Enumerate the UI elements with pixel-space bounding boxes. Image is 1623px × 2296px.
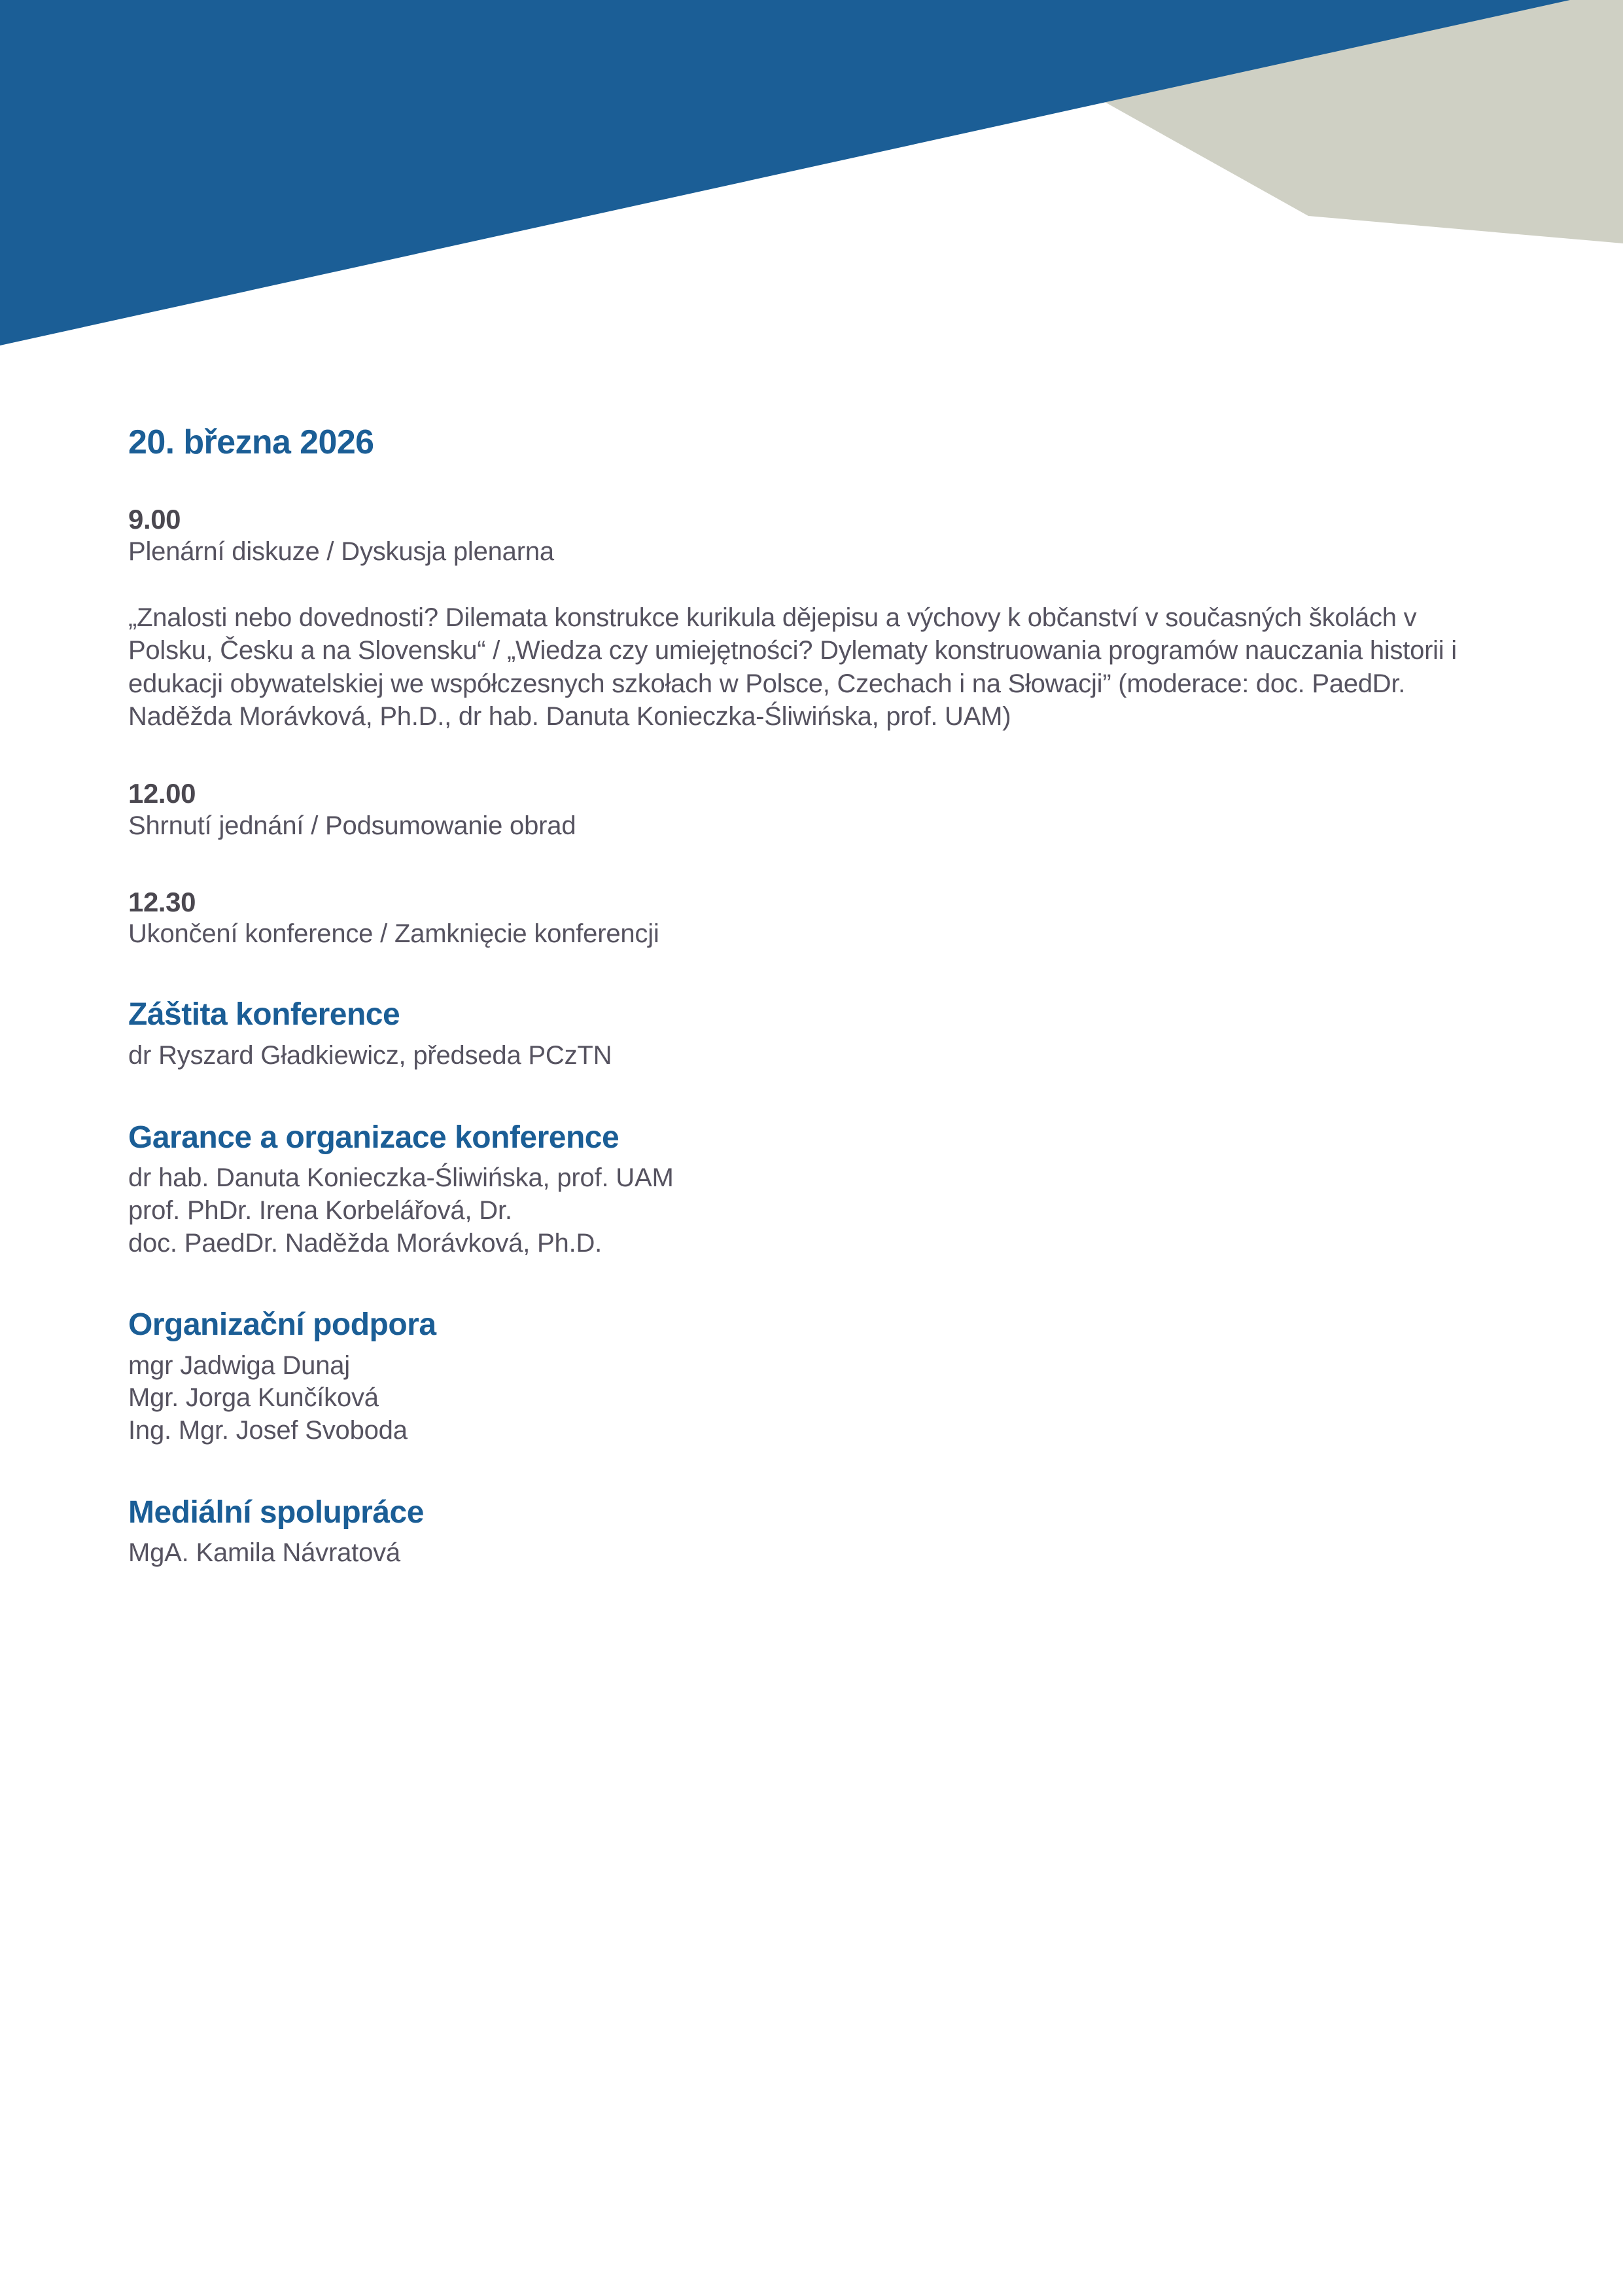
person-name: prof. PhDr. Irena Korbelářová, Dr.	[128, 1195, 512, 1225]
session-time: 12.00	[128, 778, 196, 809]
session-block	[128, 777, 1502, 841]
spacer	[128, 1072, 1502, 1120]
section-medialni-spoluprace	[128, 1494, 1502, 1570]
session-details: „Znalosti nebo dovednosti? Dilemata konstrukce kurikula dějepisu a výchovy k občanství v současných školách v Polsku, Česku a na Slovensku“ / „Wiedza czy umiejętności? Dylematy konstruowania programów nauczania historii i edukacji obywatelskiej we współczesnych szkołach w Polsce, Czechach i na Słowacji” (moderace: doc. PaedDr. Naděžda Morávková, Ph.D., dr hab. Danuta Konieczka-Śliwińska, prof. UAM)	[128, 603, 1457, 731]
person-name: mgr Jadwiga Dunaj	[128, 1351, 350, 1380]
page-title: 20. března 2026	[128, 423, 374, 461]
section-heading: Organizační podpora	[128, 1307, 436, 1343]
section-organizacni-podpora	[128, 1307, 1502, 1447]
spacer	[128, 841, 1502, 886]
person-name: Mgr. Jorga Kunčíková	[128, 1383, 379, 1413]
session-title: Plenární diskuze / Dyskusja plenarna	[128, 537, 554, 566]
section-zastita-konference	[128, 997, 1502, 1072]
session-title: Ukončení konference / Zamknięcie konferencji	[128, 919, 659, 949]
person-name: Ing. Mgr. Josef Svoboda	[128, 1415, 408, 1445]
session-block	[128, 503, 1502, 567]
person-name: dr hab. Danuta Konieczka-Śliwińska, prof. UAM	[128, 1163, 674, 1193]
session-time: 12.30	[128, 886, 196, 917]
program-content	[128, 424, 1502, 1570]
spacer	[128, 1447, 1502, 1494]
person-name: MgA. Kamila Návratová	[128, 1538, 400, 1568]
banner-shapes	[0, 0, 1623, 366]
page-header-banner	[0, 0, 1623, 366]
session-block	[128, 886, 1502, 950]
session-time: 9.00	[128, 504, 181, 535]
section-heading: Záštita konference	[128, 997, 400, 1033]
section-heading: Mediální spolupráce	[128, 1494, 424, 1530]
section-garance-a-organizace	[128, 1120, 1502, 1260]
session-title: Shrnutí jednání / Podsumowanie obrad	[128, 811, 576, 840]
spacer	[128, 733, 1502, 777]
spacer	[128, 949, 1502, 997]
spacer	[128, 1260, 1502, 1307]
person-name: dr Ryszard Gładkiewicz, předseda PCzTN	[128, 1041, 612, 1070]
person-name: doc. PaedDr. Naděžda Morávková, Ph.D.	[128, 1228, 602, 1258]
section-heading: Garance a organizace konference	[128, 1120, 620, 1155]
spacer	[128, 567, 1502, 601]
